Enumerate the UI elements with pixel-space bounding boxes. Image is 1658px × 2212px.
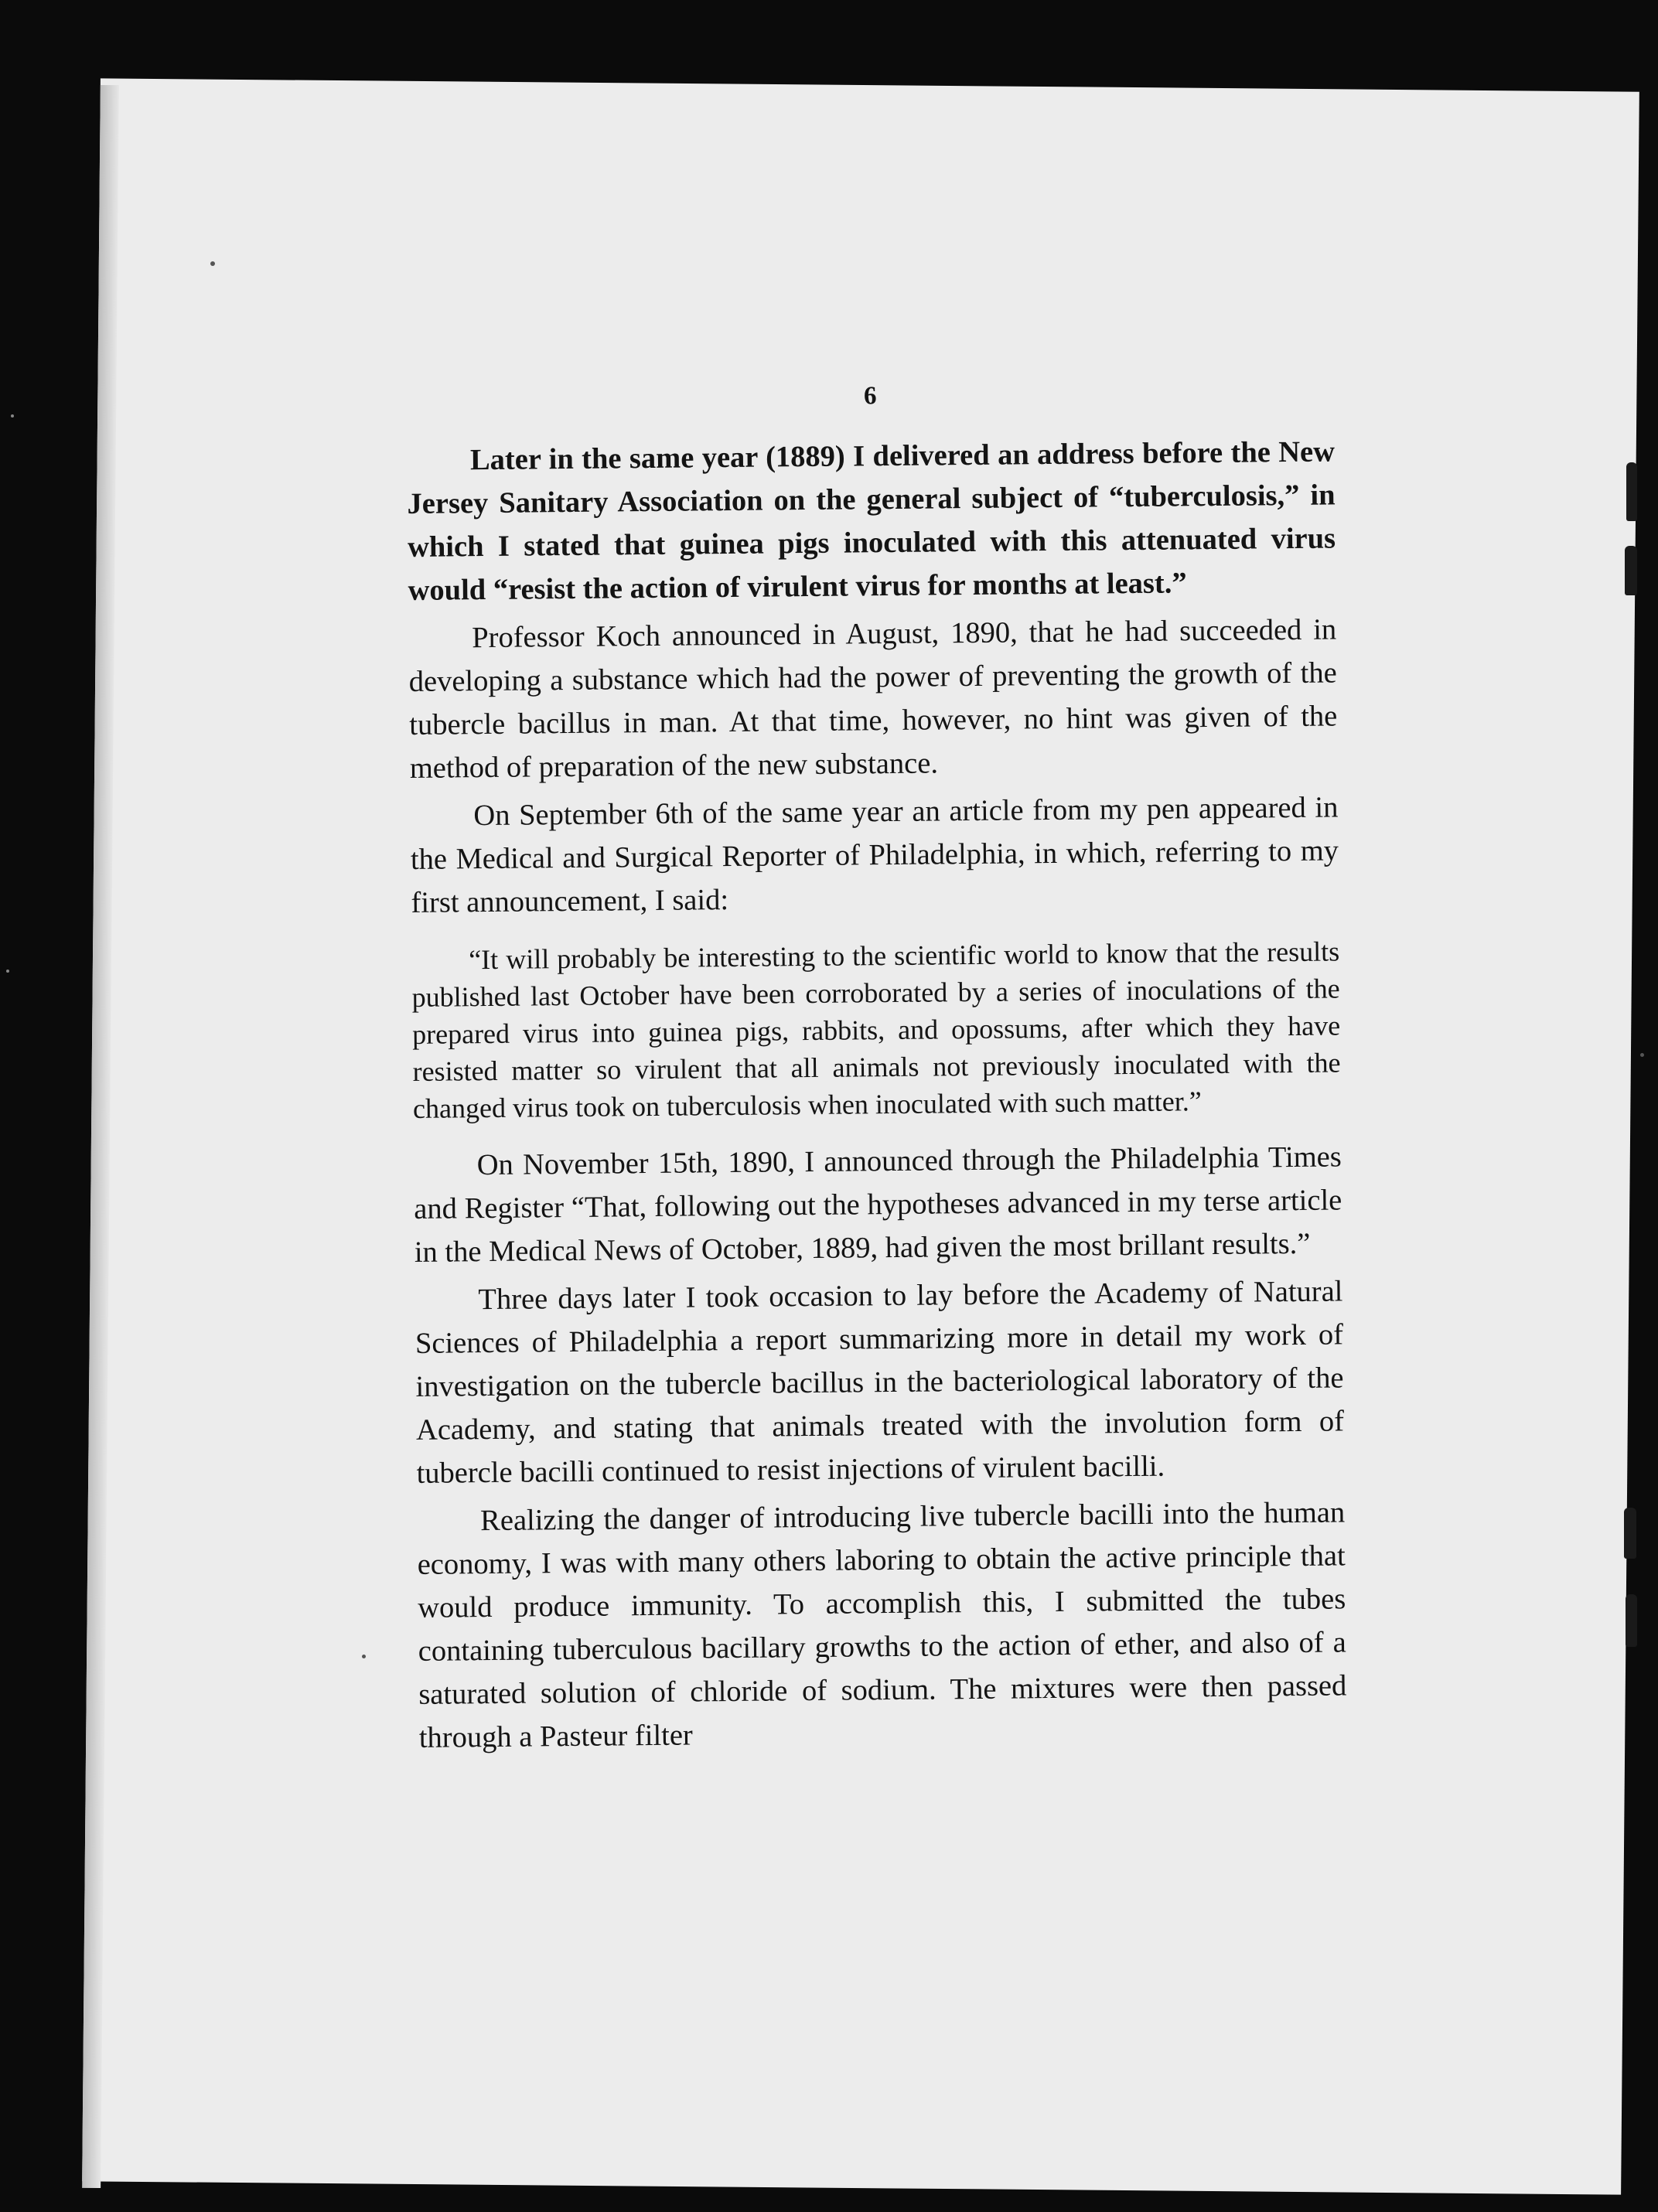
quoted-paragraph: “It will probably be interesting to the scientific world to know that the results published last October have been corroborated by a series of inoculations of the prepared virus into guinea pigs, rabbits, and opossums, after which they have resisted matter so virulent that all animals not previously inoculated with the changed virus took on tuberculosis when inoculated with such matter.”	[411, 936, 1341, 1124]
ink-speck	[362, 1655, 366, 1658]
paragraph: Professor Koch announced in August, 1890, that he had succeeded in developing a substance which had the power of preventing the growth of the tubercle bacillus in man. At that time, however, no hint was given of the method of preparation of the new substance.	[408, 613, 1338, 785]
margin-mark	[1624, 1508, 1636, 1559]
ink-speck	[210, 261, 215, 266]
block-quote	[411, 932, 1341, 1127]
page-number: 6	[863, 382, 877, 411]
paragraph: On November 15th, 1890, I announced through the Philadelphia Times and Register “That, following out the hypotheses advanced in my terse article in the Medical News of October, 1889, had given the most brillant results.”	[414, 1140, 1342, 1269]
paragraph: Later in the same year (1889) I delivered an address before the New Jersey Sanitary Association on the general subject of “tuberculosis,” in which I stated that guinea pigs inoculated with this attenuated virus would “resist the action of virulent virus for months at least.”	[407, 435, 1336, 607]
ink-speck	[1640, 1053, 1644, 1057]
paragraph: Three days later I took occasion to lay before the Academy of Natural Sciences of Philadelphia a report summarizing more in detail my work of investigation on the tubercle bacillus in the bacteriological laboratory of the Academy, and stating that animals treated with the involution form of tubercle bacilli continued to resist injections of virulent bacilli.	[414, 1275, 1345, 1490]
margin-mark	[1625, 546, 1637, 595]
page-text	[406, 370, 1347, 1764]
ink-speck	[11, 414, 14, 418]
paragraph: Realizing the danger of introducing live tubercle bacilli into the human economy, I was with many others laboring to obtain the active principle that would produce immunity. To accomplish this, I submitted the tubes containing tuberculous bacillary growths to the action of ether, and also of a saturated solution of chloride of sodium. The mixtures were then passed through a Pasteur filter	[417, 1496, 1347, 1754]
margin-mark	[1626, 1594, 1637, 1647]
margin-mark	[1626, 462, 1637, 521]
ink-speck	[6, 970, 9, 973]
paragraph: On September 6th of the same year an article from my pen appeared in the Medical and Surgical Reporter of Philadelphia, in which, referring to my first announcement, I said:	[410, 791, 1339, 919]
